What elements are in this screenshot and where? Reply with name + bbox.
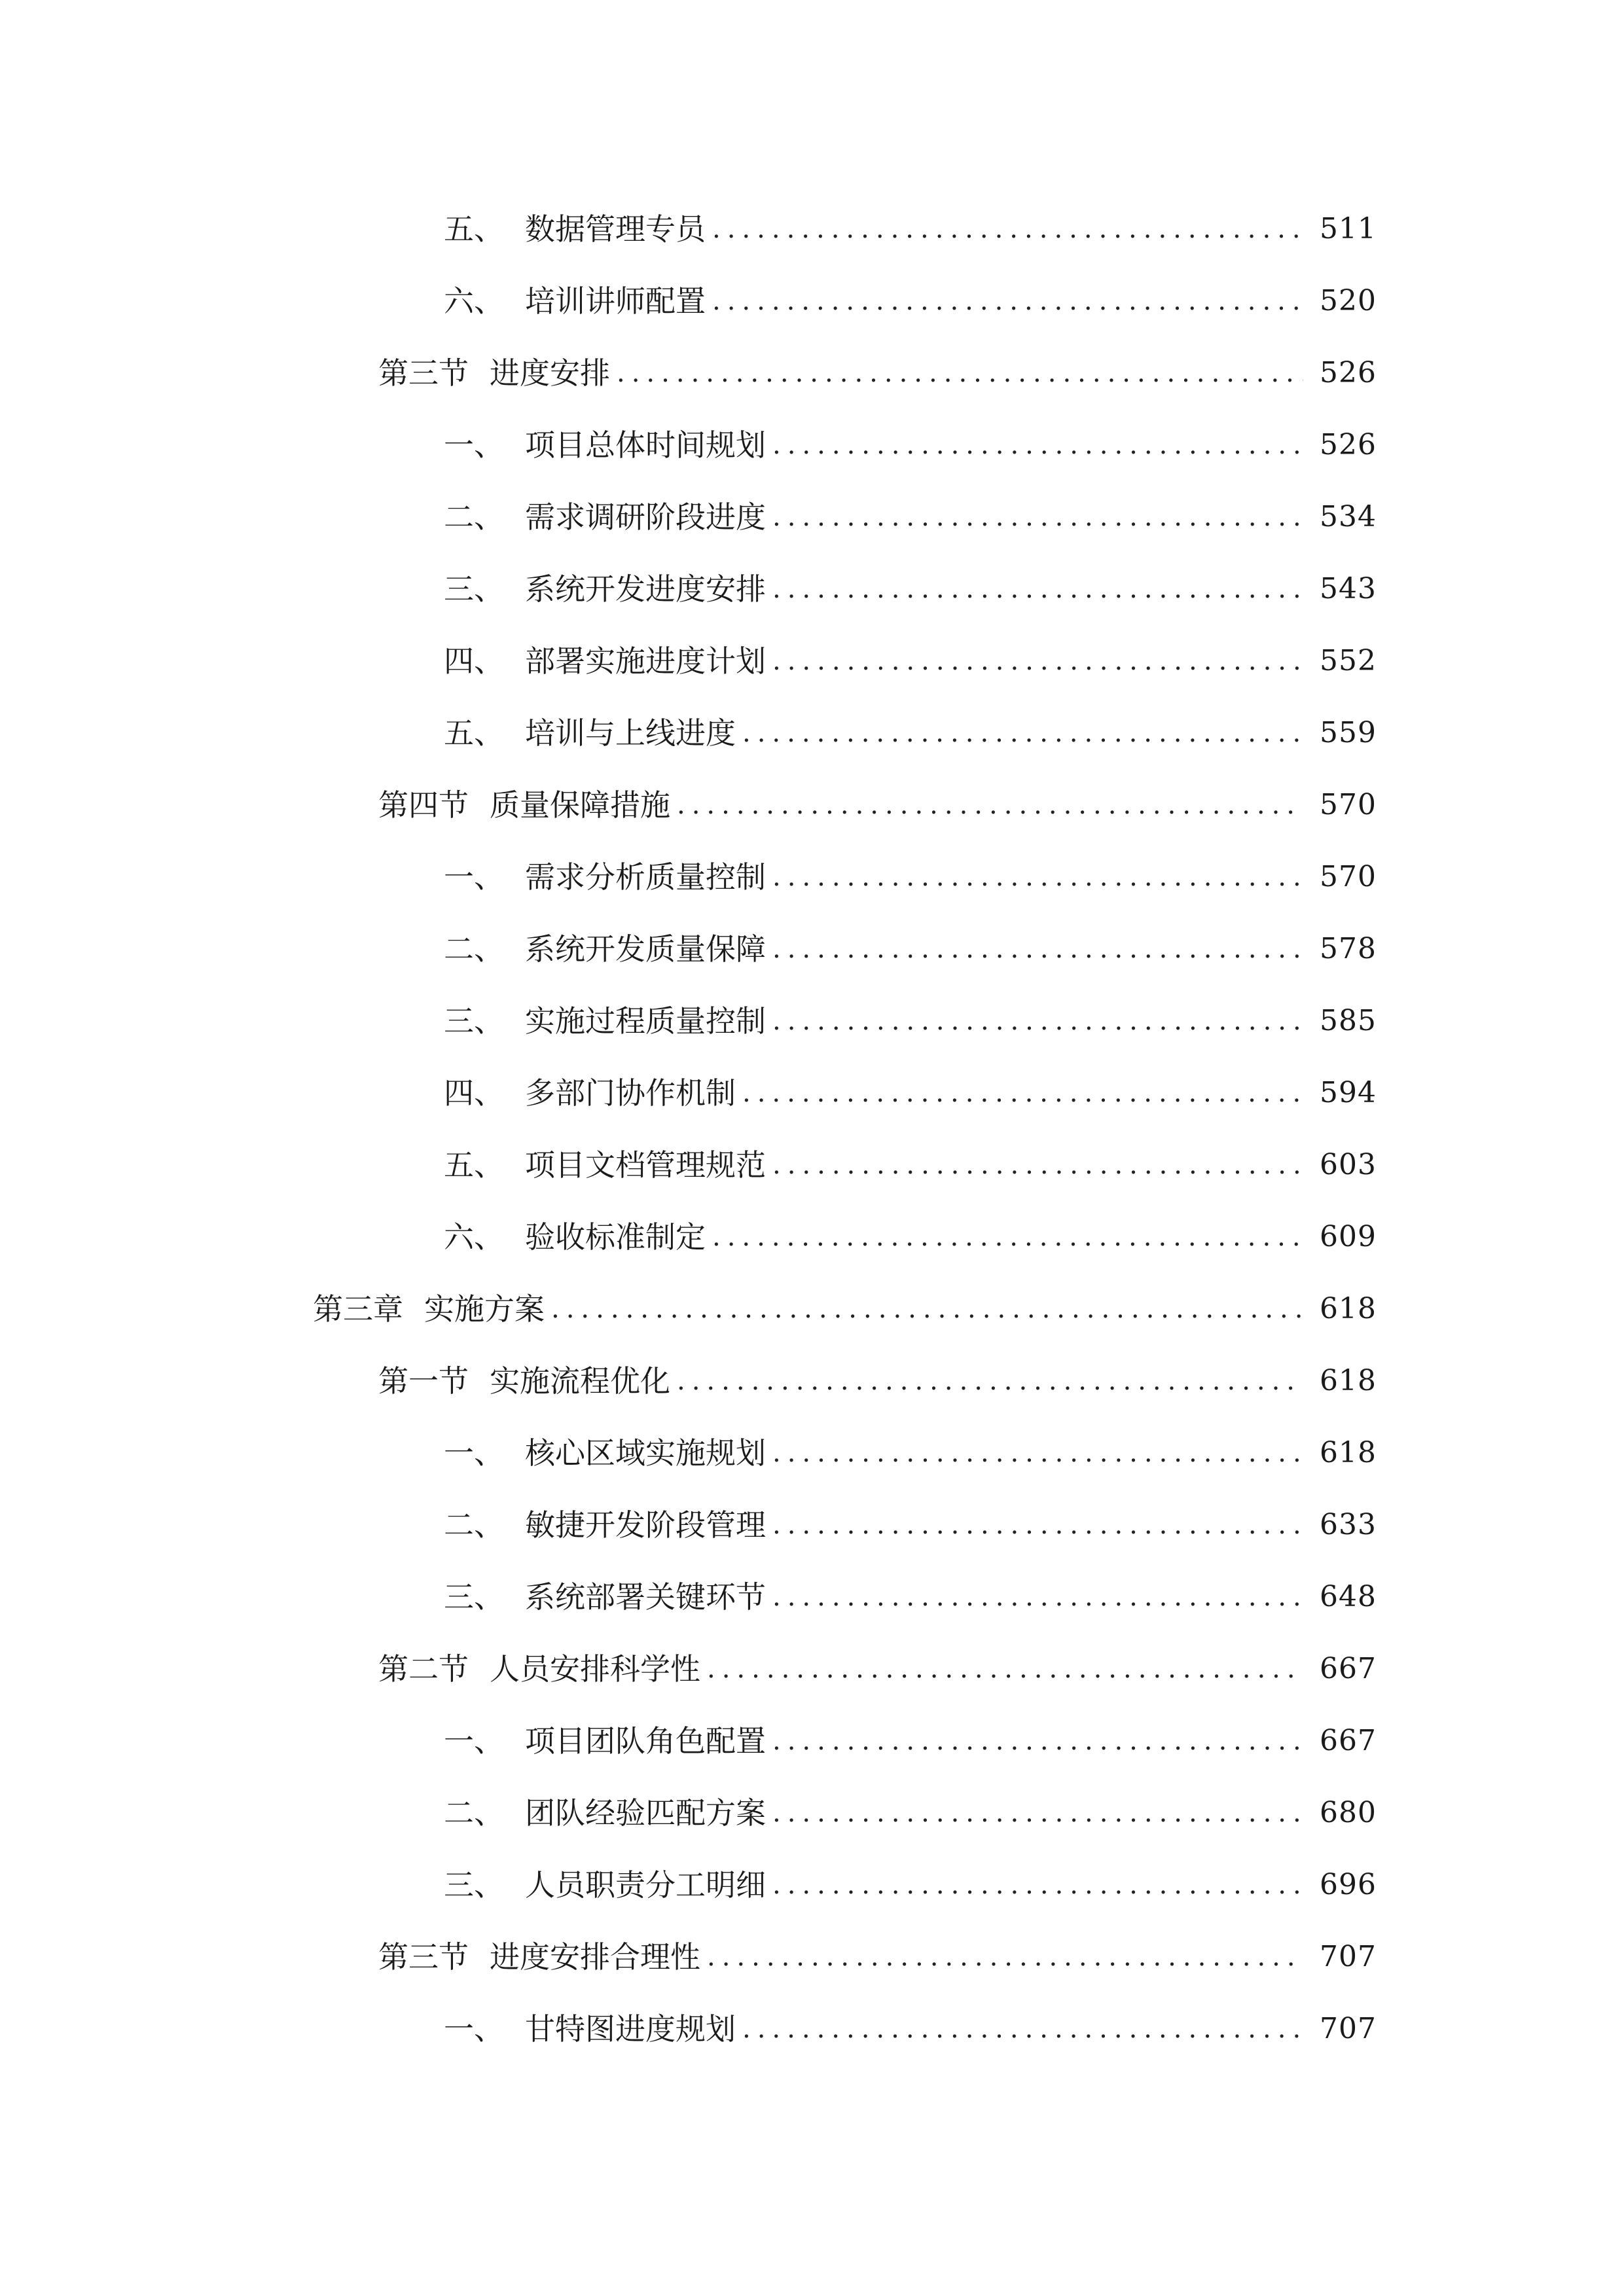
toc-entry-text (444, 931, 766, 967)
toc-entry-prefix: 三、 (444, 1867, 504, 1903)
toc-entry-text (444, 1507, 766, 1543)
toc-entry-prefix: 四、 (444, 1075, 504, 1111)
toc-entry-title: 系统部署关键环节 (525, 1579, 766, 1615)
dot-leader (772, 1006, 1303, 1036)
toc-entry[interactable] (0, 1417, 1624, 1489)
toc-entry-prefix: 一、 (444, 859, 504, 895)
toc-entry-text (444, 1795, 766, 1831)
toc-entry-page: 603 (1320, 1148, 1377, 1181)
toc-entry-prefix: 二、 (444, 499, 504, 535)
toc-entry-prefix: 五、 (444, 1147, 504, 1183)
toc-entry-prefix: 四、 (444, 643, 504, 679)
toc-entry-page: 707 (1320, 1940, 1377, 1973)
toc-entry[interactable] (0, 1777, 1624, 1849)
toc-entry-prefix: 五、 (444, 715, 504, 751)
toc-entry-title: 需求分析质量控制 (525, 859, 766, 895)
toc-entry-title: 实施过程质量控制 (525, 1003, 766, 1039)
dot-leader (551, 1294, 1303, 1324)
toc-entry[interactable] (0, 1921, 1624, 1993)
toc-entry-prefix: 六、 (444, 283, 504, 319)
toc-entry[interactable] (0, 265, 1624, 337)
toc-entry-prefix: 第二节 (378, 1651, 469, 1687)
table-of-contents (0, 193, 1624, 2065)
toc-entry-title: 验收标准制定 (525, 1219, 706, 1255)
dot-leader (677, 1366, 1303, 1396)
toc-entry-prefix: 三、 (444, 1003, 504, 1039)
toc-entry-page: 511 (1320, 212, 1377, 245)
toc-entry-prefix: 一、 (444, 1723, 504, 1759)
toc-entry-title: 系统开发质量保障 (525, 931, 766, 967)
toc-entry-page: 526 (1320, 428, 1377, 461)
toc-entry-page: 526 (1320, 356, 1377, 389)
dot-leader (772, 1870, 1303, 1900)
toc-entry-page: 618 (1320, 1364, 1377, 1397)
toc-entry-text (444, 859, 766, 895)
toc-entry[interactable] (0, 409, 1624, 481)
toc-entry-prefix: 一、 (444, 2011, 504, 2047)
toc-entry-prefix: 六、 (444, 1219, 504, 1255)
toc-entry-title: 数据管理专员 (525, 211, 706, 247)
toc-entry-page: 680 (1320, 1796, 1377, 1829)
toc-entry[interactable] (0, 625, 1624, 697)
toc-entry-page: 585 (1320, 1004, 1377, 1037)
dot-leader (707, 1654, 1303, 1684)
toc-entry[interactable] (0, 769, 1624, 841)
toc-entry[interactable] (0, 1705, 1624, 1777)
toc-entry-title: 部署实施进度计划 (525, 643, 766, 679)
dot-leader (772, 1726, 1303, 1756)
dot-leader (742, 718, 1303, 748)
toc-entry-text (313, 1291, 545, 1327)
toc-entry-text (444, 715, 736, 751)
dot-leader (772, 1582, 1303, 1612)
toc-entry[interactable] (0, 1201, 1624, 1273)
toc-entry-text (444, 643, 766, 679)
toc-entry-title: 实施方案 (424, 1291, 545, 1327)
toc-entry-text (444, 427, 766, 463)
toc-entry-text (444, 1723, 766, 1759)
toc-entry-page: 520 (1320, 284, 1377, 317)
toc-entry-text (378, 787, 670, 823)
toc-entry-prefix: 二、 (444, 1795, 504, 1831)
toc-entry-title: 核心区域实施规划 (525, 1435, 766, 1471)
toc-entry-title: 培训与上线进度 (525, 715, 736, 751)
toc-entry[interactable] (0, 553, 1624, 625)
toc-entry-text (444, 1003, 766, 1039)
toc-entry-page: 618 (1320, 1436, 1377, 1469)
toc-entry-title: 进度安排 (490, 355, 610, 391)
toc-entry[interactable] (0, 1057, 1624, 1129)
dot-leader (617, 358, 1303, 388)
toc-entry[interactable] (0, 1345, 1624, 1417)
toc-entry-title: 多部门协作机制 (525, 1075, 736, 1111)
toc-entry-title: 项目文档管理规范 (525, 1147, 766, 1183)
toc-entry-prefix: 三、 (444, 571, 504, 607)
toc-entry-text (444, 1435, 766, 1471)
toc-entry-title: 需求调研阶段进度 (525, 499, 766, 535)
dot-leader (742, 1078, 1303, 1108)
toc-entry-title: 甘特图进度规划 (525, 2011, 736, 2047)
toc-entry[interactable] (0, 1273, 1624, 1345)
toc-entry-prefix: 第三章 (313, 1291, 403, 1327)
toc-entry-text (444, 1867, 766, 1903)
toc-entry-prefix: 第三节 (378, 1939, 469, 1975)
dot-leader (772, 574, 1303, 604)
toc-entry-page: 667 (1320, 1724, 1377, 1757)
dot-leader (712, 286, 1303, 316)
toc-entry-page: 534 (1320, 500, 1377, 533)
toc-entry-prefix: 一、 (444, 1435, 504, 1471)
toc-entry-title: 项目总体时间规划 (525, 427, 766, 463)
toc-entry-prefix: 第一节 (378, 1363, 469, 1399)
toc-entry[interactable] (0, 1849, 1624, 1921)
toc-entry-text (444, 1147, 766, 1183)
toc-entry[interactable] (0, 481, 1624, 553)
toc-entry-page: 633 (1320, 1508, 1377, 1541)
toc-entry-text (378, 1363, 670, 1399)
toc-entry[interactable] (0, 1561, 1624, 1633)
toc-entry-text (378, 1939, 700, 1975)
toc-entry-text (444, 1075, 736, 1111)
toc-entry-prefix: 三、 (444, 1579, 504, 1615)
toc-entry-prefix: 第三节 (378, 355, 469, 391)
dot-leader (772, 1798, 1303, 1828)
toc-entry-page: 543 (1320, 572, 1377, 605)
dot-leader (772, 1438, 1303, 1468)
toc-entry-title: 系统开发进度安排 (525, 571, 766, 607)
toc-entry-prefix: 一、 (444, 427, 504, 463)
toc-entry-title: 实施流程优化 (490, 1363, 670, 1399)
dot-leader (772, 1510, 1303, 1540)
toc-entry-page: 578 (1320, 932, 1377, 965)
toc-entry-prefix: 五、 (444, 211, 504, 247)
toc-entry[interactable] (0, 337, 1624, 409)
toc-entry[interactable] (0, 841, 1624, 913)
toc-entry-text (444, 1219, 706, 1255)
dot-leader (677, 790, 1303, 820)
toc-entry-text (444, 1579, 766, 1615)
toc-entry-page: 609 (1320, 1220, 1377, 1253)
toc-entry-page: 667 (1320, 1652, 1377, 1685)
toc-entry[interactable] (0, 697, 1624, 769)
toc-entry-page: 618 (1320, 1292, 1377, 1325)
toc-entry-prefix: 二、 (444, 1507, 504, 1543)
toc-entry-title: 敏捷开发阶段管理 (525, 1507, 766, 1543)
toc-entry-page: 648 (1320, 1580, 1377, 1613)
toc-entry[interactable] (0, 1129, 1624, 1201)
toc-entry-text (444, 211, 706, 247)
dot-leader (772, 430, 1303, 460)
toc-entry-page: 696 (1320, 1868, 1377, 1901)
toc-entry[interactable] (0, 193, 1624, 265)
toc-entry-page: 594 (1320, 1076, 1377, 1109)
dot-leader (712, 214, 1303, 244)
toc-entry[interactable] (0, 985, 1624, 1057)
toc-entry-page: 570 (1320, 860, 1377, 893)
toc-entry-page: 707 (1320, 2012, 1377, 2045)
toc-entry-title: 质量保障措施 (490, 787, 670, 823)
toc-entry-page: 552 (1320, 644, 1377, 677)
toc-entry[interactable] (0, 1633, 1624, 1705)
toc-entry-text (378, 1651, 700, 1687)
dot-leader (772, 934, 1303, 964)
dot-leader (772, 862, 1303, 892)
toc-entry-title: 进度安排合理性 (490, 1939, 700, 1975)
toc-entry[interactable] (0, 1489, 1624, 1561)
toc-entry-text (444, 2011, 736, 2047)
toc-entry-text (444, 499, 766, 535)
toc-entry-title: 人员职责分工明细 (525, 1867, 766, 1903)
toc-entry-title: 项目团队角色配置 (525, 1723, 766, 1759)
dot-leader (772, 502, 1303, 532)
toc-entry-page: 570 (1320, 788, 1377, 821)
toc-entry-page: 559 (1320, 716, 1377, 749)
dot-leader (712, 1222, 1303, 1252)
toc-entry-prefix: 第四节 (378, 787, 469, 823)
toc-entry[interactable] (0, 1993, 1624, 2065)
toc-entry-text (444, 571, 766, 607)
toc-entry[interactable] (0, 913, 1624, 985)
toc-entry-prefix: 二、 (444, 931, 504, 967)
toc-entry-text (378, 355, 610, 391)
toc-entry-title: 人员安排科学性 (490, 1651, 700, 1687)
toc-entry-title: 培训讲师配置 (525, 283, 706, 319)
toc-entry-text (444, 283, 706, 319)
dot-leader (707, 1942, 1303, 1972)
dot-leader (772, 646, 1303, 676)
dot-leader (772, 1150, 1303, 1180)
dot-leader (742, 2014, 1303, 2044)
toc-entry-title: 团队经验匹配方案 (525, 1795, 766, 1831)
